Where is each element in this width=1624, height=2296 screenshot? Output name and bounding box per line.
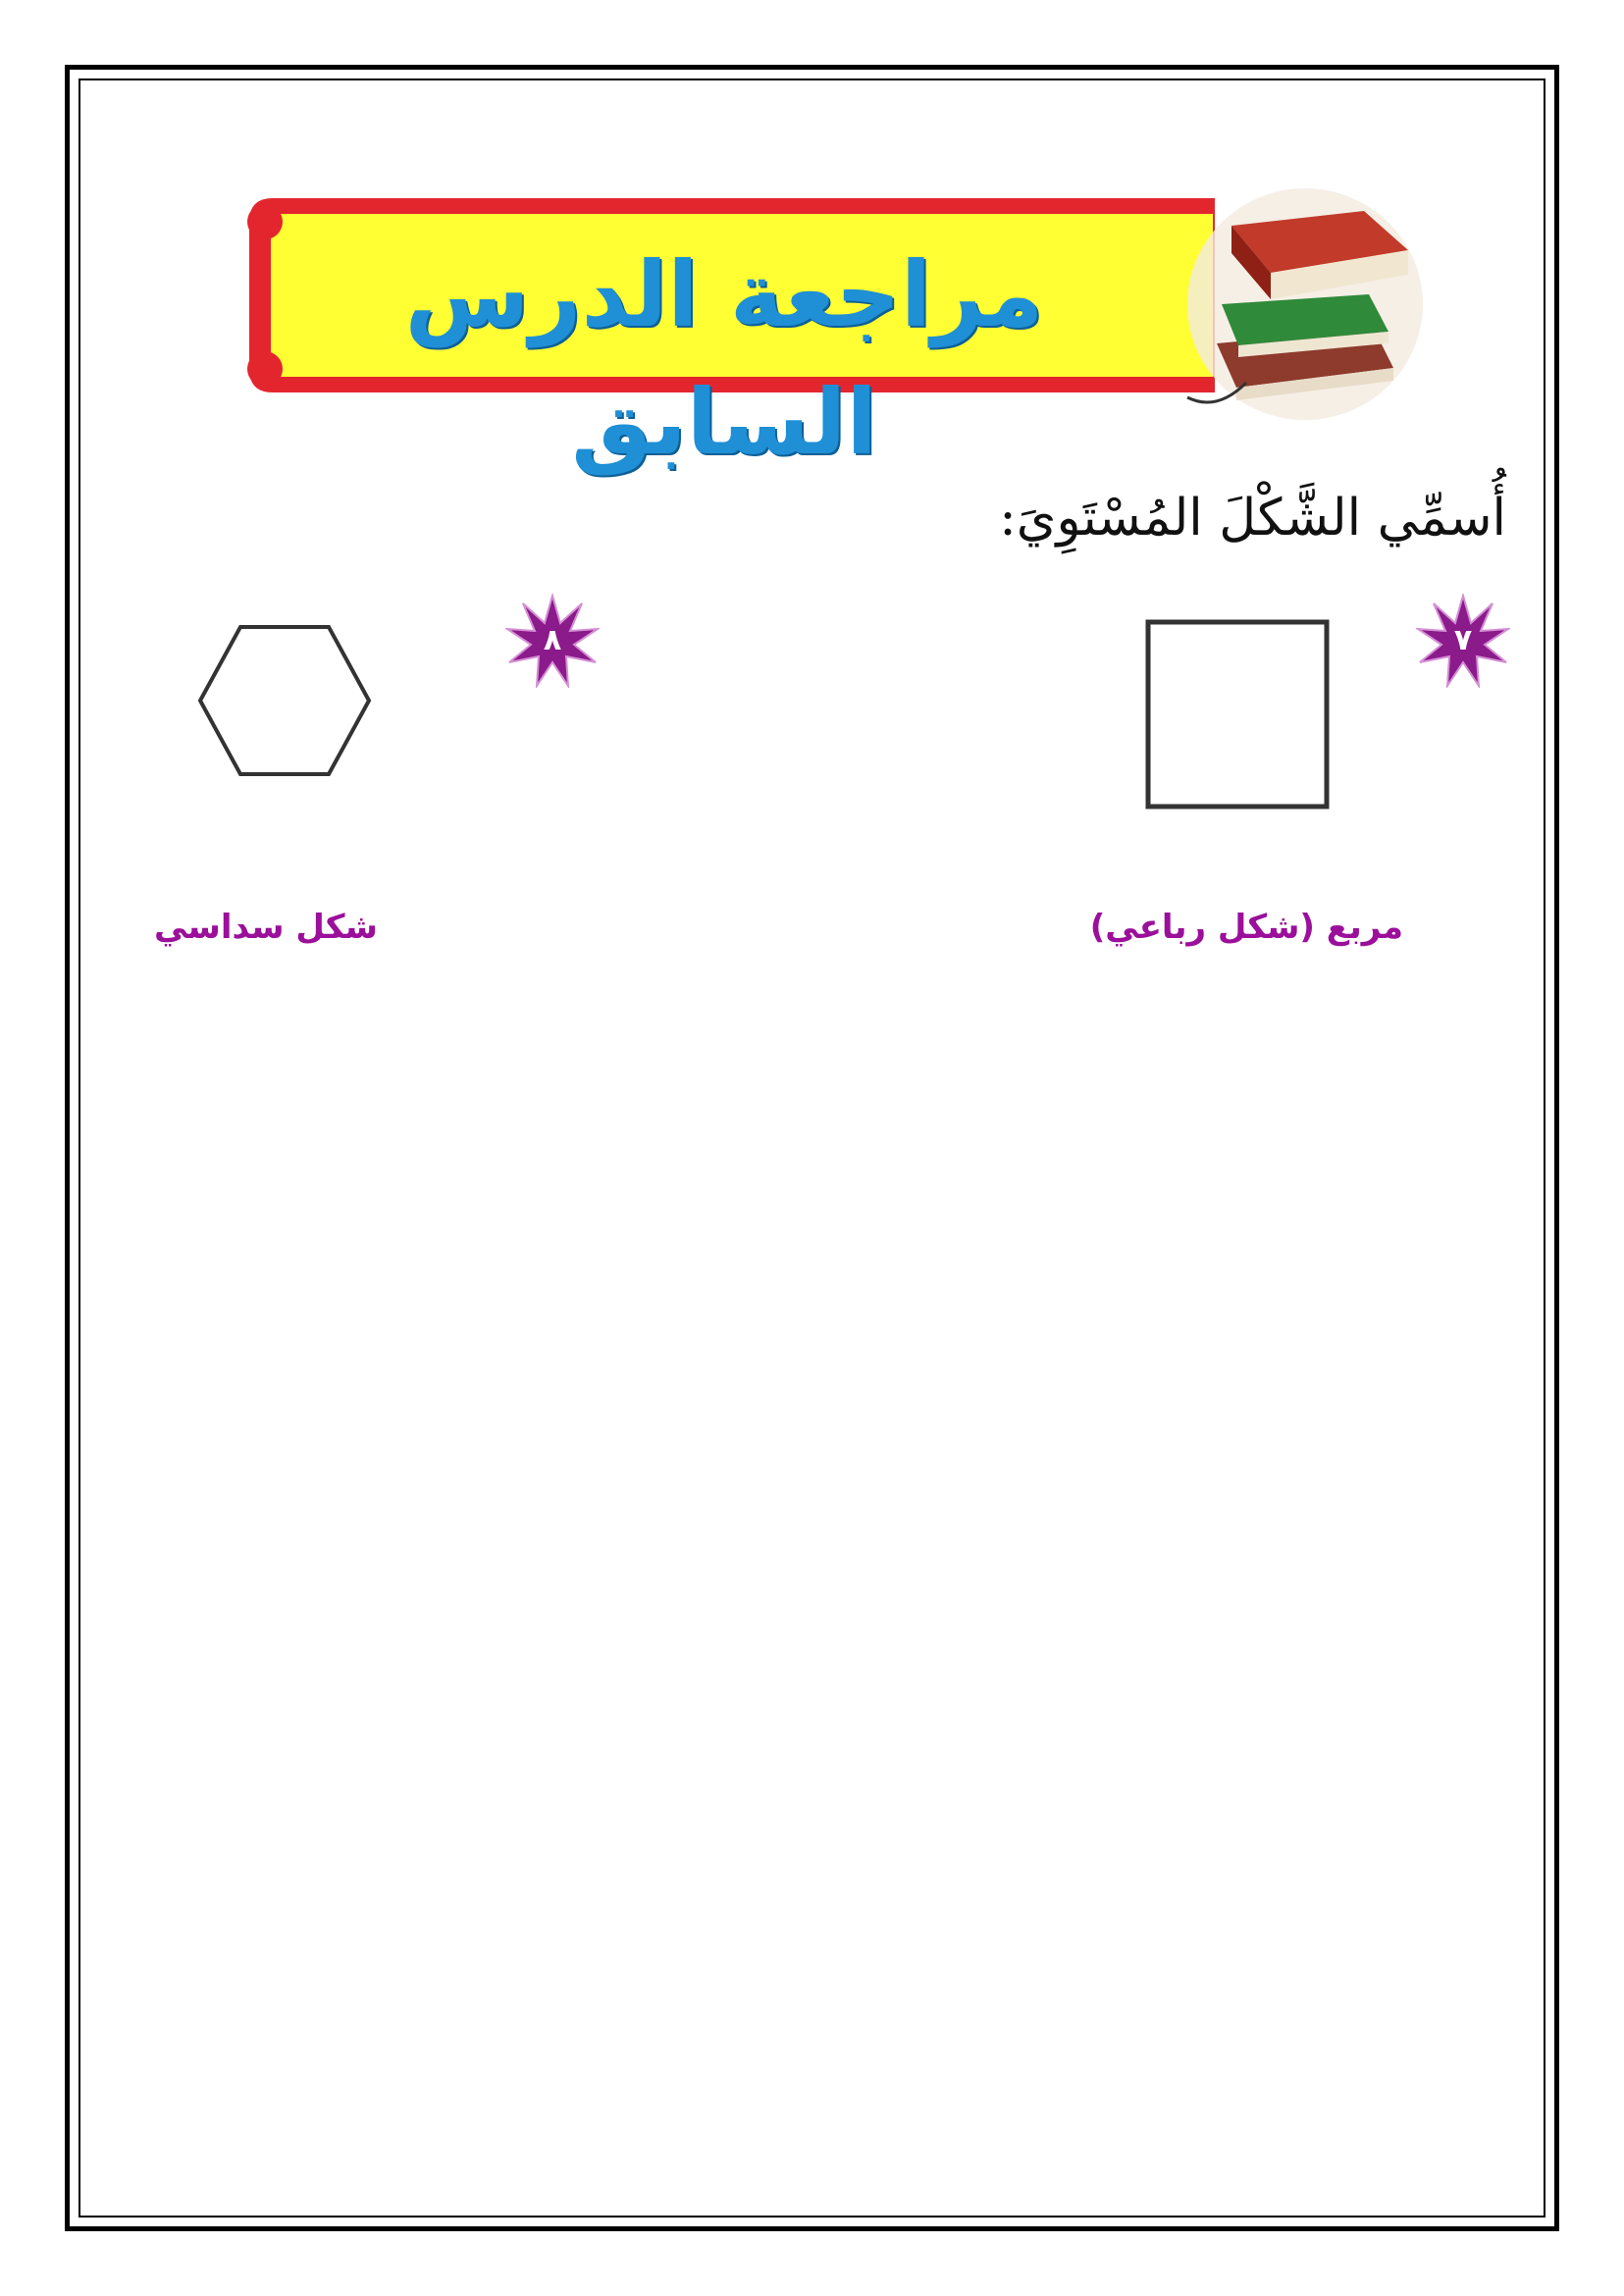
stack-of-books-icon bbox=[1178, 157, 1433, 432]
question-number-badge-7 bbox=[1416, 594, 1510, 688]
square-shape bbox=[1144, 618, 1331, 810]
instruction-text: أُسمِّي الشَّكْلَ المُسْتَوِيَ: bbox=[999, 489, 1506, 548]
header-banner bbox=[243, 192, 1225, 475]
question-number: ٨ bbox=[543, 623, 562, 657]
hexagon-shape bbox=[196, 623, 373, 778]
page-title: مراجعة الدرس السابق bbox=[404, 242, 1044, 475]
question-number: ٧ bbox=[1453, 623, 1473, 657]
question-number-badge-8 bbox=[505, 594, 600, 688]
answer-text-hexagon: شكل سداسي bbox=[154, 908, 378, 947]
answer-text-square: مربع (شكل رباعي) bbox=[1089, 908, 1403, 947]
